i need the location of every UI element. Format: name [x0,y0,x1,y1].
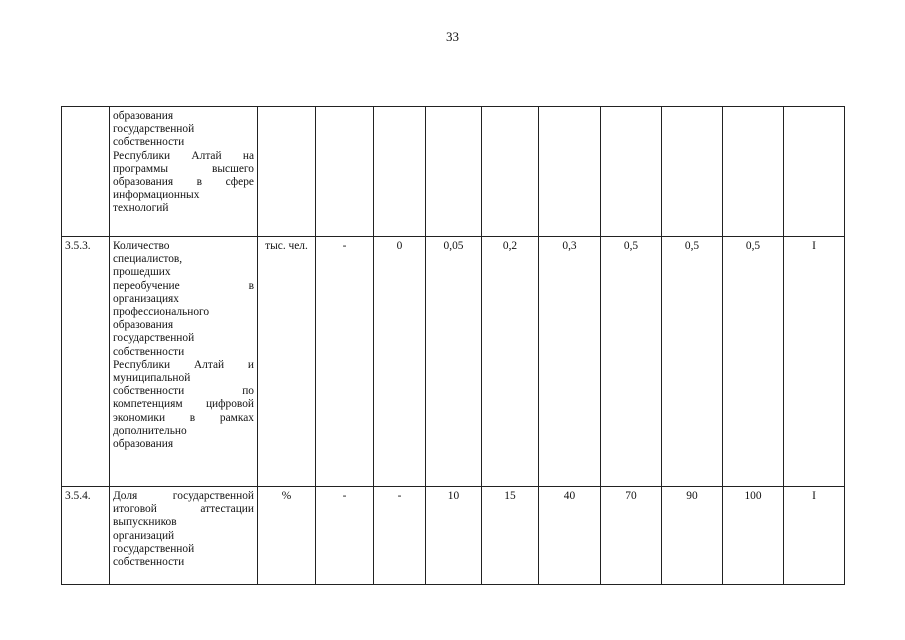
description-line: собственности [113,136,185,149]
value-cell: 0,3 [539,237,601,487]
table-row [62,237,845,487]
row-number-cell: 3.5.3. [62,237,110,487]
value-cell [316,107,374,237]
value-cell: 100 [723,487,784,585]
value-cell [723,107,784,237]
value-cell: 0,2 [482,237,539,487]
indicator-description-cell [110,237,258,487]
value-cell [662,107,723,237]
description-line: итоговой аттестации [113,503,254,516]
value-cell [374,107,426,237]
description-line: выпускников [113,516,177,529]
value-cell [539,107,601,237]
value-cell: 10 [426,487,482,585]
description-line: информационных [113,189,200,202]
description-line: образования [113,319,174,332]
description-line: государственной [113,123,195,136]
row-number-cell: 3.5.4. [62,487,110,585]
description-line: собственности [113,556,185,569]
description-line: образования [113,110,174,122]
page-number: 33 [446,29,459,44]
description-line: Количество [113,240,170,252]
description-line: организациях [113,292,179,305]
description-line: государственной [113,542,195,555]
description-line: дополнительно [113,424,187,437]
value-cell: 15 [482,487,539,585]
value-cell [601,107,662,237]
description-line: прошедших [113,266,171,279]
value-cell: - [316,487,374,585]
description-line: Республики Алтай и [113,358,254,371]
description-line: государственной [113,332,195,345]
value-cell: 90 [662,487,723,585]
value-cell: - [374,487,426,585]
indicator-description-cell [110,487,258,585]
description-line: экономики в рамках [113,411,254,424]
value-cell: 0,5 [723,237,784,487]
description-line: организаций [113,529,175,542]
description-line: переобучение в [113,279,254,292]
value-cell: - [316,237,374,487]
value-cell [426,107,482,237]
value-cell: 0,5 [601,237,662,487]
description-line: образования [113,438,174,451]
unit-cell: тыс. чел. [258,237,316,487]
indicators-table [61,106,845,585]
unit-cell: % [258,487,316,585]
description-line: специалистов, [113,253,183,266]
table-row [62,487,845,585]
value-cell: 70 [601,487,662,585]
value-cell: 40 [539,487,601,585]
description-line: компетенциям цифровой [113,398,254,411]
unit-cell [258,107,316,237]
value-cell: I [784,237,845,487]
description-line: образования в сфере [113,176,254,189]
description-line: собственности по [113,385,254,398]
description-line: технологий [113,202,169,215]
row-number-cell [62,107,110,237]
description-line: муниципальной [113,372,191,385]
description-line: Республики Алтай на [113,149,254,162]
value-cell: I [784,487,845,585]
value-cell [482,107,539,237]
description-line: Доля государственной [113,490,254,502]
indicator-description-cell [110,107,258,237]
value-cell: 0 [374,237,426,487]
description-line: профессионального [113,306,210,319]
value-cell [784,107,845,237]
description-line: собственности [113,345,185,358]
description-line: программы высшего [113,162,254,175]
value-cell: 0,5 [662,237,723,487]
table-row [62,107,845,237]
value-cell: 0,05 [426,237,482,487]
